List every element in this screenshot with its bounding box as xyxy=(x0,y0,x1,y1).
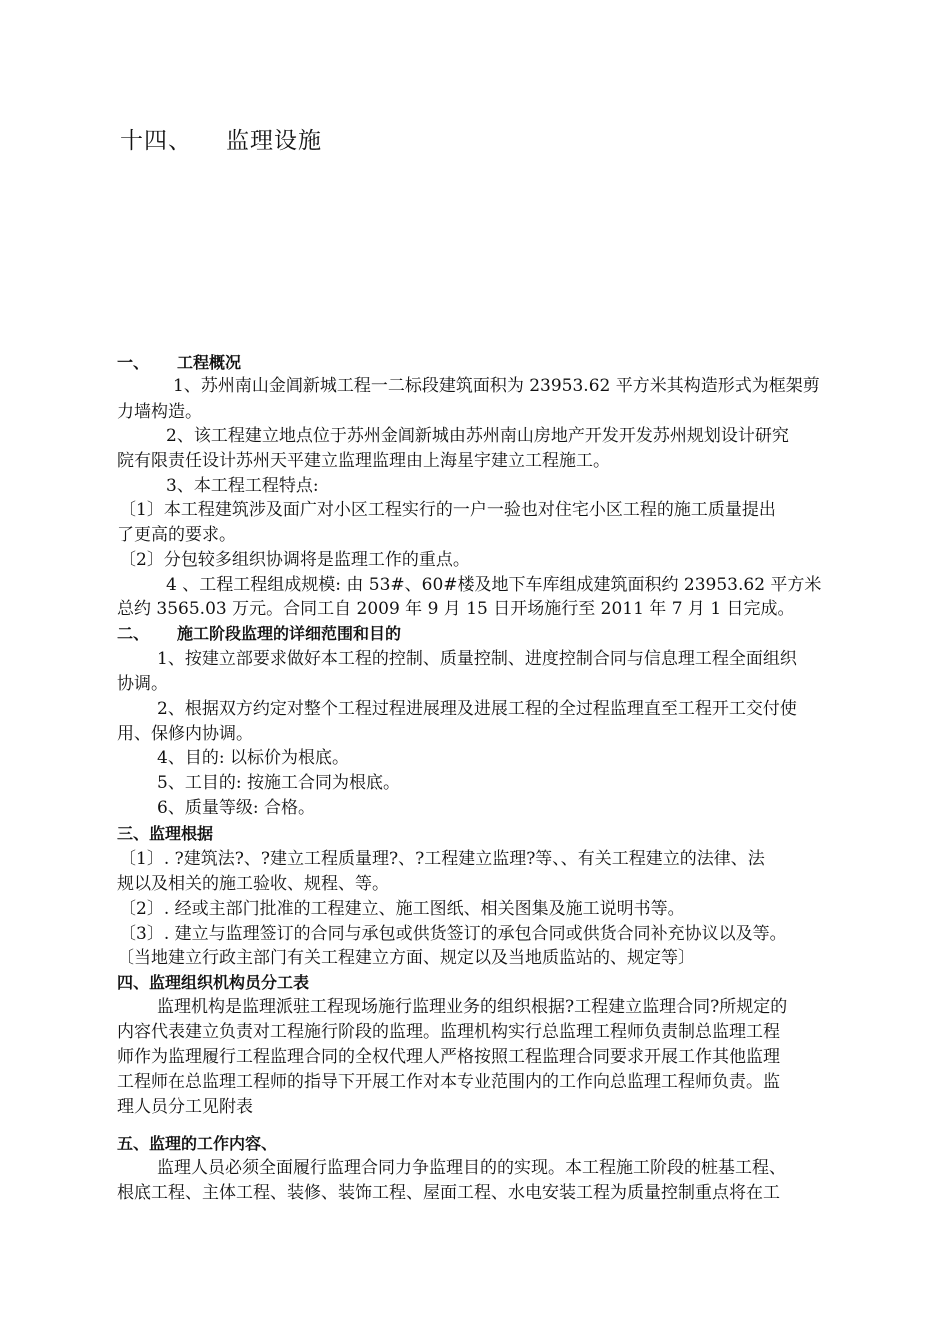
section-2-number: 二、 xyxy=(117,624,150,643)
paragraph-line: 了更高的要求。 xyxy=(117,525,236,545)
paragraph-line: 总约 3565.03 万元。合同工自 2009 年 9 月 15 日开场施行至 2011 年 7 月 1 日完成。 xyxy=(117,599,795,619)
section-2-title: 施工阶段监理的详细范围和目的 xyxy=(177,624,402,643)
paragraph-line: 协调。 xyxy=(117,674,168,694)
chapter-number: 十四、 xyxy=(120,128,192,154)
paragraph-line: 规以及相关的施工验收、规程、等。 xyxy=(117,874,389,894)
paragraph-line: 4 、工程工程组成规模: 由 53#、60#楼及地下车库组成建筑面积约 23953.62 平方米 xyxy=(166,575,822,595)
paragraph-line: 〔当地建立行政主部门有关工程建立方面、规定以及当地质监站的、规定等〕 xyxy=(117,948,695,968)
paragraph-line: 2、根据双方约定对整个工程过程进展理及进展工程的全过程监理直至工程开工交付使 xyxy=(157,699,797,719)
paragraph-line: 1、苏州南山金阊新城工程一二标段建筑面积为 23953.62 平方米其构造形式为框架剪 xyxy=(173,376,820,396)
section-3-heading: 三、监理根据 xyxy=(117,824,214,843)
paragraph-line: 〔1〕本工程建筑涉及面广对小区工程实行的一户一验也对住宅小区工程的施工质量提出 xyxy=(119,500,776,520)
paragraph-line: 师作为监理履行工程监理合同的全权代理人严格按照工程监理合同要求开展工作其他监理 xyxy=(117,1047,780,1067)
paragraph-line: 1、按建立部要求做好本工程的控制、质量控制、进度控制合同与信息理工程全面组织 xyxy=(157,649,797,669)
paragraph-line: 〔1〕. ?建筑法?、?建立工程质量理?、?工程建立监理?等、、有关工程建立的法律、法 xyxy=(119,849,765,869)
paragraph-line: 监理人员必须全面履行监理合同力争监理目的的实现。本工程施工阶段的桩基工程、 xyxy=(157,1158,786,1178)
paragraph-line: 内容代表建立负责对工程施行阶段的监理。监理机构实行总监理工程师负责制总监理工程 xyxy=(117,1022,780,1042)
paragraph-line: 〔3〕. 建立与监理签订的合同与承包或供货签订的承包合同或供货合同补充协议以及等。 xyxy=(119,924,787,944)
paragraph-line: 理人员分工见附表 xyxy=(117,1097,253,1117)
paragraph-line: 2、该工程建立地点位于苏州金阊新城由苏州南山房地产开发开发苏州规划设计研究 xyxy=(166,426,789,446)
paragraph-line: 监理机构是监理派驻工程现场施行监理业务的组织根据?工程建立监理合同?所规定的 xyxy=(157,997,788,1017)
paragraph-line: 6、质量等级: 合格。 xyxy=(157,798,315,818)
paragraph-line: 用、保修内协调。 xyxy=(117,724,253,744)
paragraph-line: 4、目的: 以标价为根底。 xyxy=(157,748,349,768)
paragraph-line: 3、本工程工程特点: xyxy=(166,476,319,496)
chapter-heading xyxy=(120,122,322,155)
paragraph-line: 力墙构造。 xyxy=(117,402,202,422)
paragraph-line: 5、工目的: 按施工合同为根底。 xyxy=(157,773,400,793)
section-5-heading: 五、监理的工作内容、 xyxy=(117,1134,278,1153)
section-1-heading xyxy=(117,355,241,371)
section-1-title: 工程概况 xyxy=(177,353,242,372)
chapter-title: 监理设施 xyxy=(226,128,322,154)
paragraph-line: 〔2〕. 经或主部门批准的工程建立、施工图纸、相关图集及施工说明书等。 xyxy=(119,899,685,919)
paragraph-line: 〔2〕分包较多组织协调将是监理工作的重点。 xyxy=(119,550,470,570)
section-1-number: 一、 xyxy=(117,353,150,372)
paragraph-line: 工程师在总监理工程师的指导下开展工作对本专业范围内的工作向总监理工程师负责。监 xyxy=(117,1072,780,1092)
paragraph-line: 根底工程、主体工程、装修、装饰工程、屋面工程、水电安装工程为质量控制重点将在工 xyxy=(117,1183,780,1203)
section-2-heading xyxy=(117,626,401,642)
section-4-heading: 四、监理组织机构员分工表 xyxy=(117,973,310,992)
paragraph-line: 院有限责任设计苏州天平建立监理监理由上海星宇建立工程施工。 xyxy=(117,451,610,471)
